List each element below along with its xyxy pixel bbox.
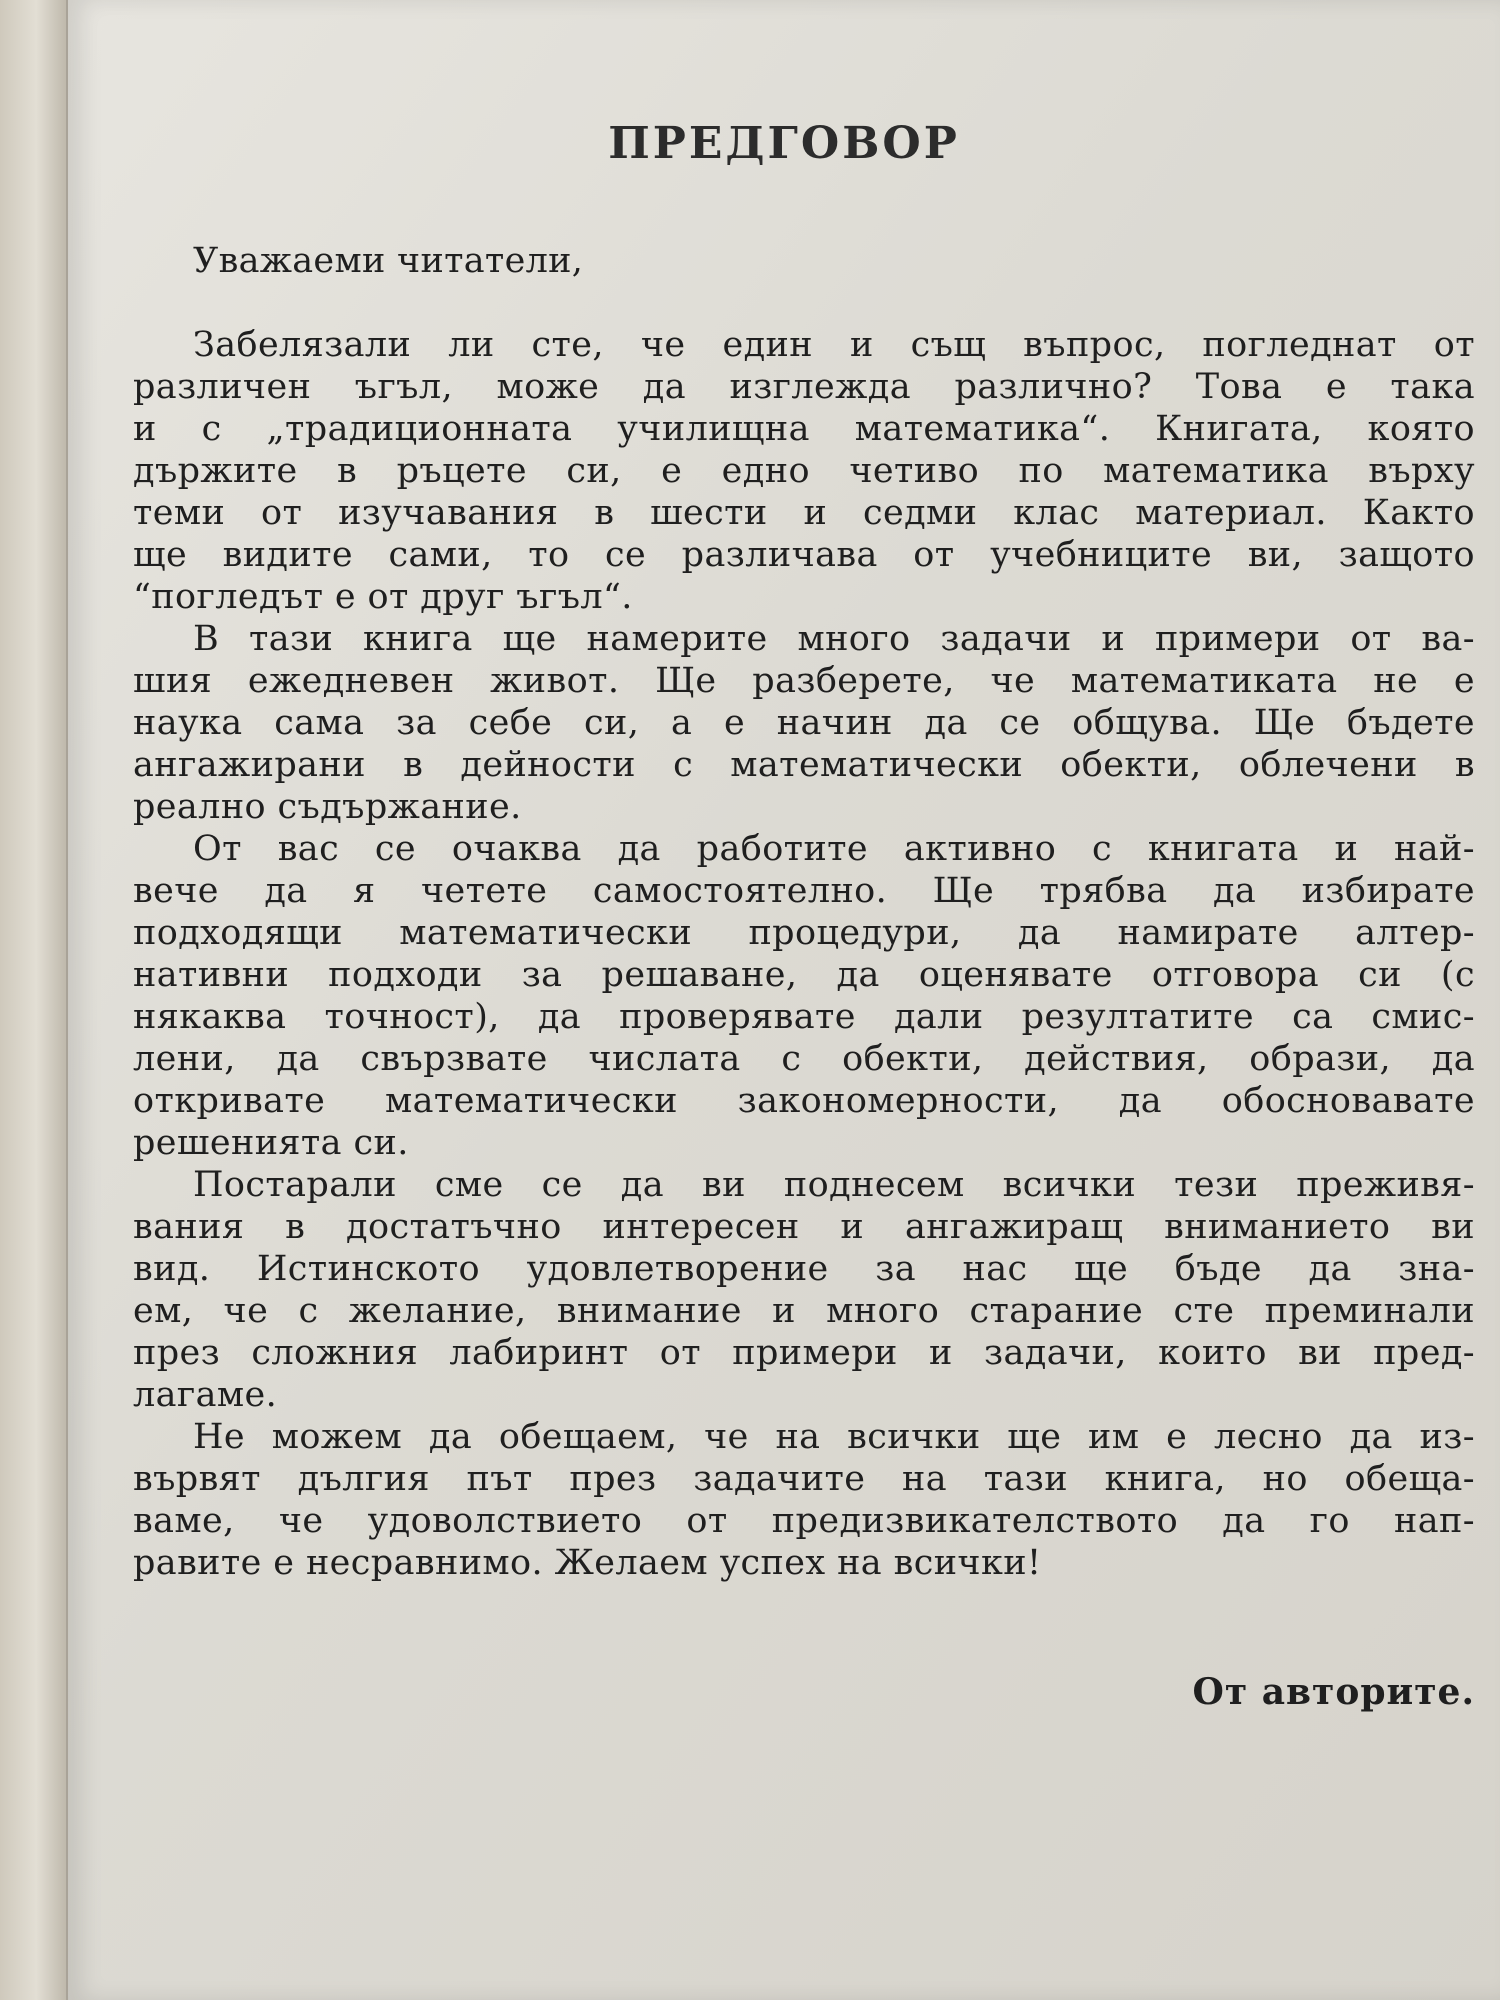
- book-page: [68, 0, 1500, 2000]
- text-line: през сложния лабиринт от примери и задачи, които ви пред-: [133, 1333, 1475, 1373]
- text-line: различен ъгъл, може да изглежда различно? Това е така: [133, 367, 1475, 407]
- paragraph-3: [133, 828, 1475, 1164]
- text-line: вания в достатъчно интересен и ангажиращ вниманието ви: [133, 1207, 1475, 1247]
- text-line: ще видите сами, то се различава от учебниците ви, защото: [133, 535, 1475, 575]
- text-line: наука сама за себе си, а е начин да се общува. Ще бъдете: [133, 703, 1475, 743]
- text-line: някаква точност), да проверявате дали резултатите са смис-: [133, 997, 1475, 1037]
- signature: От авторите.: [1192, 1671, 1475, 1713]
- paragraph-1: [133, 324, 1475, 618]
- paragraph-2: [133, 618, 1475, 828]
- text-line: От вас се очаква да работите активно с книгата и най-: [193, 829, 1475, 869]
- text-line: подходящи математически процедури, да намирате алтер-: [133, 913, 1475, 953]
- text-line: лагаме.: [133, 1375, 278, 1415]
- text-line: лени, да свързвате числата с обекти, действия, образи, да: [133, 1039, 1475, 1079]
- text-line: Постарали сме се да ви поднесем всички тези преживя-: [193, 1165, 1475, 1205]
- book-spine-edge: [0, 0, 68, 2000]
- text-line: вече да я четете самостоятелно. Ще трябва да избирате: [133, 871, 1475, 911]
- text-line: откривате математически закономерности, да обосновавате: [133, 1081, 1475, 1121]
- salutation: Уважаеми читатели,: [193, 241, 584, 281]
- paragraph-4: [133, 1164, 1475, 1416]
- text-line: ваме, че удоволствието от предизвикателството да го нап-: [133, 1501, 1475, 1541]
- text-line: “погледът е от друг ъгъл“.: [133, 577, 633, 617]
- page-title: ПРЕДГОВОР: [608, 118, 960, 169]
- text-line: и с „традиционната училищна математика“. Книгата, която: [133, 409, 1475, 449]
- text-line: теми от изучавания в шести и седми клас материал. Както: [133, 493, 1475, 533]
- text-line: шия ежедневен живот. Ще разберете, че математиката не е: [133, 661, 1475, 701]
- paragraph-5: [133, 1416, 1475, 1584]
- text-line: ангажирани в дейности с математически обекти, облечени в: [133, 745, 1475, 785]
- text-line: Забелязали ли сте, че един и същ въпрос, погледнат от: [193, 325, 1475, 365]
- text-line: реално съдържание.: [133, 787, 522, 827]
- text-line: държите в ръцете си, е едно четиво по математика върху: [133, 451, 1475, 491]
- text-line: вървят дългия път през задачите на тази книга, но обеща-: [133, 1459, 1475, 1499]
- text-line: нативни подходи за решаване, да оценявате отговора си (с: [133, 955, 1475, 995]
- text-line: В тази книга ще намерите много задачи и примери от ва-: [193, 619, 1475, 659]
- text-line: Не можем да обещаем, че на всички ще им е лесно да из-: [193, 1417, 1475, 1457]
- preface-text: [133, 240, 1475, 1584]
- text-line: ем, че с желание, внимание и много старание сте преминали: [133, 1291, 1475, 1331]
- text-line: вид. Истинското удовлетворение за нас ще бъде да зна-: [133, 1249, 1475, 1289]
- text-line: решенията си.: [133, 1123, 409, 1163]
- text-line: равите е несравнимо. Желаем успех на всички!: [133, 1543, 1042, 1583]
